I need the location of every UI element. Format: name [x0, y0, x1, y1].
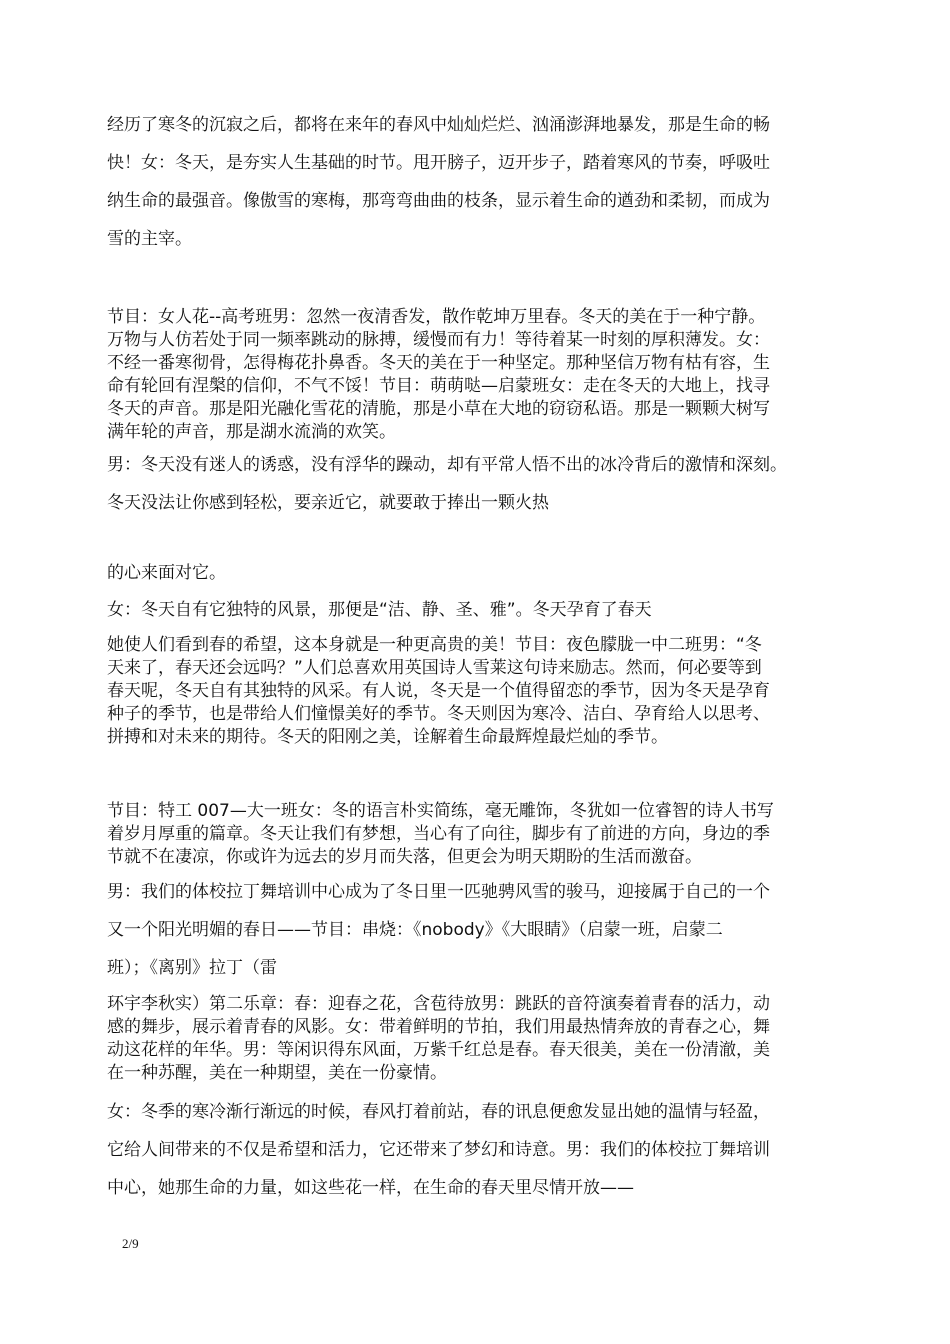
text-line: 它给人间带来的不仅是希望和活力，它还带来了梦幻和诗意。男：我们的体校拉丁舞培训: [107, 1140, 770, 1160]
text-line: 满年轮的声音，那是湖水流淌的欢笑。: [107, 422, 396, 442]
text-line: 女：冬天自有它独特的风景，那便是“洁、静、圣、雅”。冬天孕育了春天: [107, 600, 652, 620]
text-line: 环宇李秋实）第二乐章：春：迎春之花，含苞待放男：跳跃的音符演奏着青春的活力，动: [107, 994, 770, 1014]
text-line: 男：我们的体校拉丁舞培训中心成为了冬日里一匹驰骋风雪的骏马，迎接属于自己的一个: [107, 882, 770, 902]
text-line: 经历了寒冬的沉寂之后，都将在来年的春风中灿灿烂烂、汹涌澎湃地暴发，那是生命的畅: [107, 115, 770, 135]
paragraph-agent-007-program: [107, 800, 857, 869]
text-line: 命有轮回有涅槃的信仰，不气不馁！节目：萌萌哒—启蒙班女：走在冬天的大地上，找寻: [107, 376, 770, 396]
text-line: 万物与人仿若处于同一频率跳动的脉搏，缓慢而有力！等待着某一时刻的厚积薄发。女：: [107, 330, 770, 350]
text-line: 快！女：冬天，是夯实人生基础的时节。甩开膀子，迈开步子，踏着寒风的节奏，呼吸吐: [107, 153, 770, 173]
text-line: 节目：女人花--高考班男：忽然一夜清香发，散作乾坤万里春。冬天的美在于一种宁静。: [107, 307, 766, 327]
text-line: 春天呢，冬天自有其独特的风采。有人说，冬天是一个值得留恋的季节，因为冬天是孕育: [107, 681, 770, 701]
paragraph-winter-no-temptation: [107, 446, 857, 522]
text-line: 种子的季节，也是带给人们憧憬美好的季节。冬天则因为寒冷、洁白、孕育给人以思考、: [107, 704, 770, 724]
text-line: 中心，她那生命的力量，如这些花一样，在生命的春天里尽情开放——: [107, 1178, 634, 1198]
paragraph-latin-dance-center: [107, 873, 857, 987]
paragraph-winter-scenery: [107, 599, 857, 622]
text-line: 男：冬天没有迷人的诱惑，没有浮华的躁动，却有平常人悟不出的冰冷背后的激情和深刻。: [107, 455, 787, 475]
paragraph-winter-renewal: [107, 106, 857, 258]
text-line: 她使人们看到春的希望，这本身就是一种更高贵的美！节目：夜色朦胧一中二班男：“冬: [107, 635, 762, 655]
paragraph-spring-warmth: [107, 1093, 857, 1207]
text-line: 节就不在凄凉，你或许为远去的岁月而失落，但更会为明天期盼的生活而激奋。: [107, 847, 702, 867]
text-line: 节目：特工 007—大一班女：冬的语言朴实简练，毫无雕饰，冬犹如一位睿智的诗人书写: [107, 801, 774, 821]
page-number: 2/9: [122, 1236, 139, 1251]
paragraph-face-it: [107, 562, 857, 585]
paragraph-second-movement-spring: [107, 993, 857, 1085]
text-line: 纳生命的最强音。像傲雪的寒梅，那弯弯曲曲的枝条，显示着生命的遒劲和柔韧，而成为: [107, 191, 770, 211]
text-line: 动这花样的年华。男：等闲识得东风面，万紫千红总是春。春天很美，美在一份清澈，美: [107, 1040, 770, 1060]
text-line: 冬天没法让你感到轻松，要亲近它，就要敢于捧出一颗火热: [107, 493, 549, 513]
text-line: 不经一番寒彻骨，怎得梅花扑鼻香。冬天的美在于一种坚定。那种坚信万物有枯有容，生: [107, 353, 770, 373]
text-line: 又一个阳光明媚的春日——节目：串烧：《nobody》《大眼睛》（启蒙一班，启蒙二: [107, 920, 723, 940]
text-line: 着岁月厚重的篇章。冬天让我们有梦想，当心有了向往，脚步有了前进的方向，身边的季: [107, 824, 770, 844]
text-line: 感的舞步，展示着青春的风影。女：带着鲜明的节拍，我们用最热情奔放的青春之心，舞: [107, 1017, 770, 1037]
paragraph-woman-flower-program: [107, 306, 857, 444]
paragraph-spring-hope: [107, 634, 857, 749]
text-line: 冬天的声音。那是阳光融化雪花的清脆，那是小草在大地的窃窃私语。那是一颗颗大树写: [107, 399, 770, 419]
text-line: 拼搏和对未来的期待。冬天的阳刚之美，诠解着生命最辉煌最烂灿的季节。: [107, 727, 668, 747]
text-line: 天来了，春天还会远吗？”人们总喜欢用英国诗人雪莱这句诗来励志。然而，何必要等到: [107, 658, 762, 678]
text-line: 在一种苏醒，美在一种期望，美在一份豪情。: [107, 1063, 447, 1083]
text-line: 雪的主宰。: [107, 229, 192, 249]
text-line: 的心来面对它。: [107, 563, 226, 583]
text-line: 班）；《离别》拉丁（雷: [107, 958, 277, 978]
text-line: 女：冬季的寒冷渐行渐远的时候，春风打着前站，春的讯息便愈发显出她的温情与轻盈，: [107, 1102, 770, 1122]
